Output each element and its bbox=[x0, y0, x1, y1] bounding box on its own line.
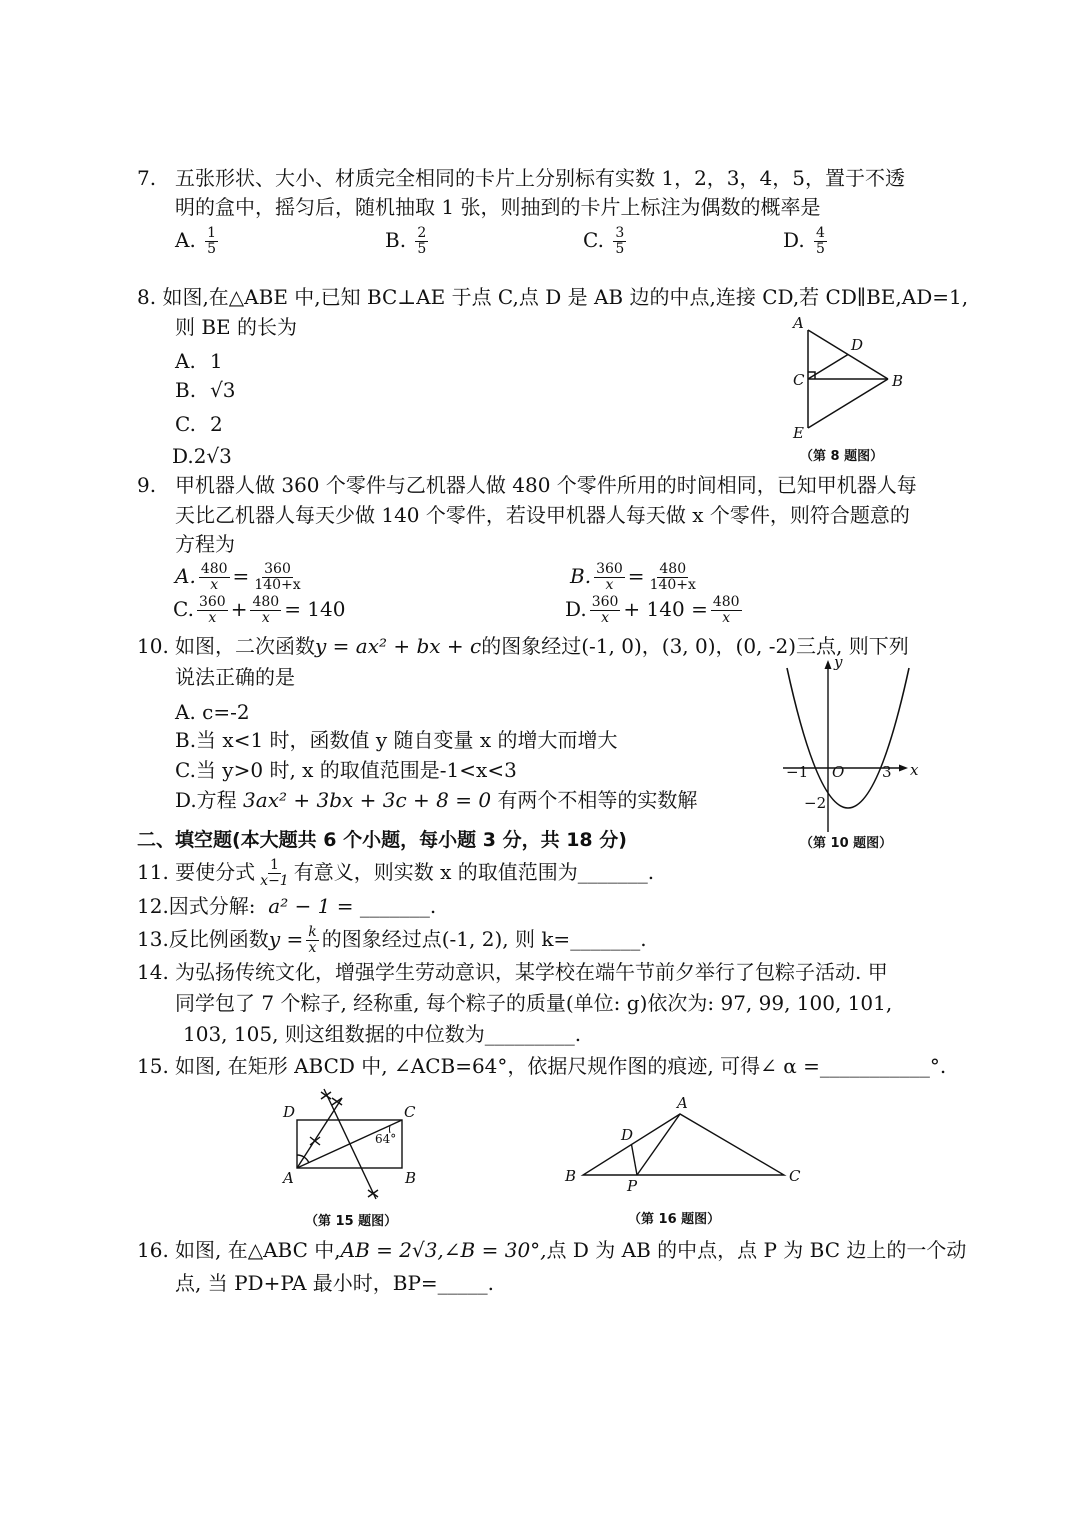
option-label: C. bbox=[173, 597, 194, 621]
figure-8 bbox=[791, 314, 903, 464]
numerator: 480 bbox=[252, 594, 280, 610]
numerator: 360 bbox=[264, 561, 291, 577]
fraction bbox=[252, 562, 302, 593]
figure-10 bbox=[783, 653, 919, 851]
section-heading: 二、填空题(本大题共 6 个小题，每小题 3 分，共 18 分) bbox=[137, 829, 627, 851]
point-label-b: B bbox=[405, 1169, 417, 1187]
numerator: 1 bbox=[207, 225, 217, 241]
q14-stem-line-3: 103, 105, 则这组数据的中位数为_________. bbox=[183, 1022, 582, 1046]
numerator: 480 bbox=[659, 561, 687, 577]
q16-stem-line-1 bbox=[175, 1237, 966, 1263]
option-label: C. bbox=[175, 412, 196, 436]
q9-option-c bbox=[173, 595, 345, 626]
fraction bbox=[711, 595, 742, 626]
numerator: 480 bbox=[200, 561, 228, 577]
option-label: C. bbox=[583, 228, 604, 252]
fraction bbox=[648, 562, 698, 593]
y-axis-arrow bbox=[825, 660, 832, 669]
right-angle-mark bbox=[808, 372, 815, 379]
option-text: 有两个不相等的实数解 bbox=[497, 788, 698, 812]
denominator: 5 bbox=[816, 241, 825, 257]
denominator: 5 bbox=[615, 241, 625, 257]
q10-stem-line-1 bbox=[175, 633, 909, 659]
q11 bbox=[137, 858, 654, 889]
q7-option-c bbox=[583, 226, 629, 257]
q8-option-a bbox=[175, 348, 223, 374]
fraction bbox=[415, 226, 428, 257]
operator: + 140 = bbox=[623, 597, 708, 621]
point-label-c: C bbox=[793, 371, 805, 389]
figure-caption: （第 8 题图） bbox=[800, 449, 884, 464]
fraction bbox=[205, 226, 218, 257]
q10-option-a: A. c=-2 bbox=[175, 700, 250, 724]
point-label-a: A bbox=[677, 1094, 688, 1112]
denominator: x bbox=[261, 610, 270, 626]
numerator: 4 bbox=[816, 225, 825, 241]
q13 bbox=[137, 925, 647, 956]
denominator: 5 bbox=[417, 241, 427, 257]
denominator: x−1 bbox=[260, 873, 289, 889]
q16-stem-line-2: 点, 当 PD+PA 最小时，BP=_____. bbox=[175, 1271, 495, 1295]
fraction bbox=[197, 595, 228, 626]
option-label: B. bbox=[385, 228, 407, 252]
option-value: 1 bbox=[209, 349, 223, 373]
q10-stem-line-2: 说法正确的是 bbox=[175, 665, 295, 689]
q15-number: 15. bbox=[137, 1054, 169, 1078]
segment-dp bbox=[632, 1145, 638, 1176]
q15-stem: 如图, 在矩形 ABCD 中, ∠ACB=64°，依据尺规作图的痕迹, 可得∠ α =___________°. bbox=[175, 1054, 947, 1078]
q10-option-d bbox=[175, 787, 697, 813]
q9-stem-line-1: 甲机器人做 360 个零件与乙机器人做 480 个零件所用的时间相同，已知甲机器人每 bbox=[175, 473, 917, 497]
numerator: 360 bbox=[591, 594, 619, 610]
diagonal-ac bbox=[297, 1120, 402, 1168]
option-value: √3 bbox=[210, 378, 236, 402]
denominator: 140+x bbox=[649, 577, 696, 593]
denominator: 140+x bbox=[254, 577, 301, 593]
q10-number: 10. bbox=[137, 634, 169, 658]
denominator: x bbox=[605, 577, 614, 593]
q9-number: 9. bbox=[137, 473, 157, 497]
operator: = bbox=[232, 564, 250, 588]
stem-text: 的图象经过点(-1, 2), 则 k=_______. bbox=[321, 927, 647, 951]
fraction bbox=[258, 858, 291, 889]
rectangle-abcd bbox=[297, 1120, 402, 1168]
fraction bbox=[613, 226, 626, 257]
option-label: D. bbox=[172, 444, 194, 468]
stem-text: 如图, 在△ABC 中, bbox=[175, 1238, 341, 1262]
q9-option-d bbox=[565, 595, 745, 626]
fraction bbox=[590, 595, 621, 626]
denominator: x bbox=[308, 940, 317, 956]
origin-label: O bbox=[832, 763, 845, 781]
q9-stem-line-2: 天比乙机器人每天少做 140 个零件，若设甲机器人每天做 x 个零件，则符合题意的 bbox=[175, 503, 910, 527]
stem-text: 12.因式分解: bbox=[137, 894, 256, 918]
figure-16 bbox=[564, 1094, 801, 1227]
triangle-abc bbox=[583, 1114, 784, 1175]
q8-option-c bbox=[175, 411, 223, 437]
parabola bbox=[787, 668, 909, 808]
point-label-a: A bbox=[283, 1169, 294, 1187]
option-label: A. bbox=[175, 349, 196, 373]
construction-mark bbox=[321, 1092, 331, 1099]
tick-label-neg1: −1 bbox=[786, 763, 809, 781]
q7-option-b bbox=[385, 226, 431, 257]
construction-mark bbox=[310, 1137, 320, 1145]
denominator: x bbox=[210, 577, 219, 593]
q14-stem-line-2: 同学包了 7 个粽子, 经称重, 每个粽子的质量(单位: g)依次为: 97, 99, 100, 101, bbox=[175, 991, 893, 1015]
equation: 3ax² + 3bx + 3c + 8 = 0 bbox=[243, 788, 492, 812]
figure-caption: （第 10 题图） bbox=[800, 836, 893, 851]
angle-bisector-ray bbox=[297, 1098, 342, 1168]
numerator: 360 bbox=[596, 561, 623, 577]
option-label: D. bbox=[783, 228, 805, 252]
option-label: A. bbox=[175, 564, 196, 588]
numerator: 2 bbox=[417, 225, 427, 241]
q8-stem-line-2: 则 BE 的长为 bbox=[175, 315, 298, 339]
option-text: D.方程 bbox=[175, 788, 237, 812]
fraction bbox=[250, 595, 281, 626]
numerator: 480 bbox=[712, 594, 740, 610]
q9-option-b bbox=[570, 562, 701, 593]
point-label-b: B bbox=[565, 1167, 577, 1185]
y-axis-label: y bbox=[834, 653, 843, 671]
point-label-d: D bbox=[621, 1126, 634, 1144]
stem-text: 有意义，则实数 x 的取值范围为_______. bbox=[293, 860, 655, 884]
operator: = bbox=[627, 564, 645, 588]
point-label-c: C bbox=[404, 1103, 416, 1121]
option-label: B. bbox=[175, 378, 197, 402]
point-label-c: C bbox=[789, 1167, 801, 1185]
x-axis-label: x bbox=[910, 761, 919, 779]
numerator: 1 bbox=[269, 857, 279, 873]
angle-label: 64° bbox=[375, 1132, 397, 1146]
q8-stem-line-1: 8. 如图,在△ABE 中,已知 BC⊥AE 于点 C,点 D 是 AB 边的中点,连接 CD,若 CD∥BE,AD=1, bbox=[137, 285, 969, 309]
q7-option-a bbox=[175, 226, 221, 257]
construction-mark bbox=[368, 1190, 378, 1197]
option-label: A. bbox=[175, 228, 196, 252]
angle-arc bbox=[297, 1155, 309, 1163]
point-label-d: D bbox=[851, 336, 864, 354]
expression: a² − 1 = bbox=[268, 894, 354, 918]
point-label-p: P bbox=[627, 1177, 638, 1195]
fraction bbox=[306, 925, 318, 956]
denominator: x bbox=[208, 610, 217, 626]
answer-blank: _______. bbox=[359, 894, 437, 918]
point-label-e: E bbox=[793, 424, 804, 442]
point-label-d: D bbox=[283, 1103, 296, 1121]
q14-stem-line-1: 为弘扬传统文化，增强学生劳动意识，某学校在端午节前夕举行了包粽子活动. 甲 bbox=[175, 960, 888, 984]
q9-stem-line-3: 方程为 bbox=[175, 532, 235, 556]
stem-text: 点 D 为 AB 的中点，点 P 为 BC 边上的一个动 bbox=[546, 1238, 967, 1262]
segment-cd bbox=[808, 355, 848, 380]
q7-number: 7. bbox=[137, 166, 157, 190]
stem-text: 的图象经过(-1, 0)，(3, 0)，(0, -2)三点, 则下列 bbox=[481, 634, 909, 658]
segment-ab bbox=[808, 330, 888, 379]
figure-caption: （第 15 题图） bbox=[305, 1214, 398, 1229]
q7-stem-line-1: 五张形状、大小、材质完全相同的卡片上分别标有实数 1，2，3，4，5，置于不透 bbox=[175, 166, 905, 190]
denominator: x bbox=[601, 610, 609, 626]
operator: + bbox=[230, 597, 248, 621]
equation-tail: = 140 bbox=[284, 597, 346, 621]
denominator: x bbox=[722, 610, 731, 626]
denominator: 5 bbox=[207, 241, 217, 257]
q7-option-d bbox=[783, 226, 830, 257]
stem-text: 13.反比例函数 bbox=[137, 927, 269, 951]
q9-option-a bbox=[175, 562, 306, 593]
q10-option-c: C.当 y>0 时, x 的取值范围是-1<x<3 bbox=[175, 758, 517, 782]
construction-mark bbox=[332, 1098, 342, 1105]
figure-15 bbox=[281, 1089, 416, 1229]
fraction bbox=[594, 562, 625, 593]
q16-number: 16. bbox=[137, 1238, 169, 1262]
function-lhs: y = bbox=[268, 927, 304, 951]
stem-text: 11. 要使分式 bbox=[137, 860, 256, 884]
numerator: k bbox=[308, 924, 317, 940]
tick-label-3: 3 bbox=[882, 763, 892, 781]
fraction bbox=[814, 226, 827, 257]
stem-text: 如图，二次函数 bbox=[175, 634, 315, 658]
option-label: D. bbox=[565, 597, 587, 621]
q14-number: 14. bbox=[137, 960, 169, 984]
segment-ap bbox=[637, 1114, 680, 1175]
given-conditions: AB = 2√3,∠B = 30°, bbox=[340, 1238, 547, 1262]
option-value: 2√3 bbox=[193, 444, 232, 468]
perpendicular-bisector bbox=[324, 1089, 376, 1199]
quadratic-formula: y = ax² + bx + c bbox=[315, 634, 482, 658]
fraction bbox=[199, 562, 230, 593]
q8-option-d bbox=[172, 443, 232, 469]
q10-option-b: B.当 x<1 时，函数值 y 随自变量 x 的增大而增大 bbox=[175, 728, 618, 752]
x-axis-arrow bbox=[899, 765, 908, 772]
q12 bbox=[137, 893, 436, 919]
numerator: 3 bbox=[615, 225, 625, 241]
option-value: 2 bbox=[209, 412, 223, 436]
angle-64-arc bbox=[389, 1126, 390, 1133]
point-label-b: B bbox=[892, 372, 904, 390]
figure-caption: （第 16 题图） bbox=[628, 1212, 721, 1227]
q7-stem-line-2: 明的盒中，摇匀后，随机抽取 1 张，则抽到的卡片上标注为偶数的概率是 bbox=[175, 195, 821, 219]
point-label-a: A bbox=[793, 314, 804, 332]
numerator: 360 bbox=[198, 594, 226, 610]
q8-option-b bbox=[175, 377, 236, 403]
option-label: B. bbox=[570, 564, 592, 588]
segment-eb bbox=[808, 379, 888, 428]
tick-label-neg2: −2 bbox=[804, 794, 827, 812]
